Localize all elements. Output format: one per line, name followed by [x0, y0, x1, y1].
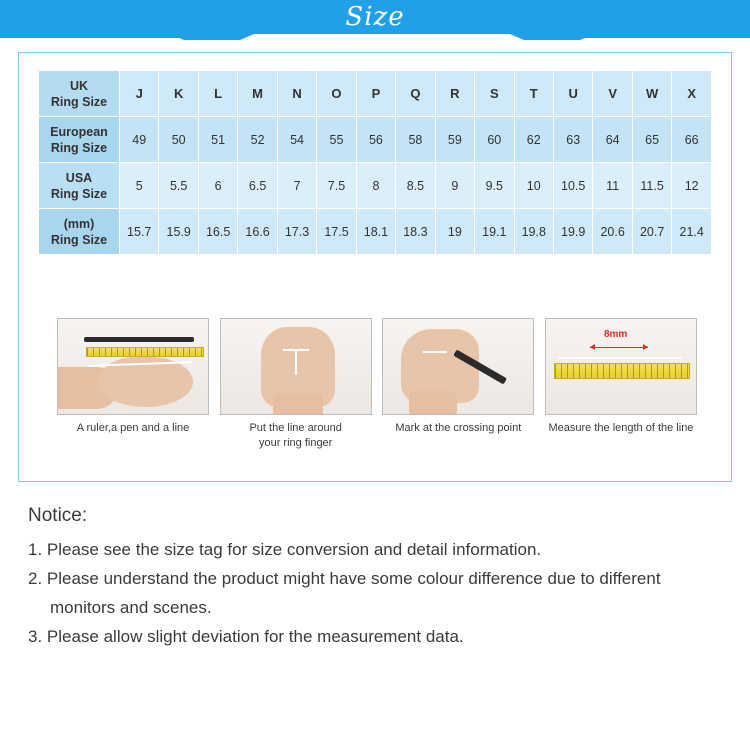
hand-with-ruler-photo — [57, 318, 209, 415]
notice-title: Notice: — [28, 505, 88, 526]
table-cell: 51 — [198, 117, 237, 163]
thread-shape — [558, 357, 682, 359]
table-cell: 59 — [435, 117, 474, 163]
row-header-line1: European — [50, 124, 108, 139]
step-caption: A ruler,a pen and a line — [76, 422, 190, 434]
table-cell: 9 — [435, 163, 474, 209]
wrist-shape — [273, 393, 323, 415]
table-cell: 19.1 — [475, 209, 514, 255]
table-cell: 17.5 — [317, 209, 356, 255]
hand-marking-with-pen-photo — [382, 318, 534, 415]
size-card — [18, 52, 732, 482]
thread-tail-shape — [295, 349, 297, 375]
table-cell: 10.5 — [553, 163, 592, 209]
table-cell: 60 — [475, 117, 514, 163]
banner-notch-left-icon — [170, 34, 254, 40]
table-cell: 64 — [593, 117, 632, 163]
table-cell: X — [672, 71, 712, 117]
row-header-line1: UK — [69, 78, 89, 93]
row-header-line2: Ring Size — [50, 140, 108, 155]
step-caption: Measure the length of the line — [548, 422, 694, 434]
table-cell: 11 — [593, 163, 632, 209]
step-3 — [382, 318, 534, 451]
table-cell: 12 — [672, 163, 712, 209]
table-cell: 10 — [514, 163, 553, 209]
table-cell: 11.5 — [632, 163, 671, 209]
ring-size-table — [38, 70, 712, 255]
notice-item: 1. Please see the size tag for size conversion and detail information. — [28, 540, 542, 559]
table-cell: 20.6 — [593, 209, 632, 255]
step-caption — [220, 421, 372, 451]
table-cell: 18.1 — [356, 209, 395, 255]
row-header-line2: Ring Size — [50, 232, 108, 247]
table-cell: 5 — [120, 163, 159, 209]
row-header-european — [39, 117, 120, 163]
table-row — [39, 71, 712, 117]
table-row — [39, 117, 712, 163]
table-cell: 6 — [198, 163, 237, 209]
table-cell: 19 — [435, 209, 474, 255]
table-cell: 7 — [277, 163, 316, 209]
step-2 — [220, 318, 372, 451]
table-cell: 17.3 — [277, 209, 316, 255]
ruler-measuring-thread-photo — [545, 318, 697, 415]
step-caption: Mark at the crossing point — [395, 422, 522, 434]
table-cell: V — [593, 71, 632, 117]
table-cell: 49 — [120, 117, 159, 163]
notice-item: 2. Please understand the product might have some colour difference due to different monitors and scenes. — [28, 569, 661, 617]
table-cell: L — [198, 71, 237, 117]
row-header-line1: USA — [65, 170, 93, 185]
table-cell: 63 — [553, 117, 592, 163]
measure-arrow-icon — [590, 347, 648, 348]
table-cell: 16.5 — [198, 209, 237, 255]
table-cell: Q — [396, 71, 435, 117]
table-cell: 65 — [632, 117, 671, 163]
ruler-shape — [554, 363, 690, 379]
notice-block — [28, 505, 728, 651]
table-cell: M — [238, 71, 277, 117]
ruler-shape — [86, 347, 204, 357]
table-cell: 50 — [159, 117, 198, 163]
notice-item: 3. Please allow slight deviation for the measurement data. — [28, 627, 464, 646]
thread-shape — [423, 351, 447, 353]
table-cell: 21.4 — [672, 209, 712, 255]
table-cell: 8 — [356, 163, 395, 209]
hand-with-thread-photo — [220, 318, 372, 415]
table-cell: 52 — [238, 117, 277, 163]
table-cell: P — [356, 71, 395, 117]
table-cell: W — [632, 71, 671, 117]
table-cell: 62 — [514, 117, 553, 163]
table-cell: 15.7 — [120, 209, 159, 255]
table-row — [39, 209, 712, 255]
table-cell: 15.9 — [159, 209, 198, 255]
table-cell: 8.5 — [396, 163, 435, 209]
table-cell: U — [553, 71, 592, 117]
step-caption-line1: Put the line around — [249, 422, 342, 434]
row-header-line2: Ring Size — [50, 186, 108, 201]
table-cell: 55 — [317, 117, 356, 163]
table-cell: T — [514, 71, 553, 117]
table-cell: N — [277, 71, 316, 117]
step-caption-line2: your ring finger — [258, 437, 333, 449]
table-cell: S — [475, 71, 514, 117]
ruler-ticks — [555, 364, 689, 378]
table-cell: O — [317, 71, 356, 117]
table-cell: 19.9 — [553, 209, 592, 255]
measuring-steps — [57, 318, 697, 451]
table-cell: K — [159, 71, 198, 117]
table-cell: 16.6 — [238, 209, 277, 255]
row-header-mm — [39, 209, 120, 255]
table-row — [39, 163, 712, 209]
row-header-line1: (mm) — [63, 216, 95, 231]
ruler-ticks — [87, 348, 203, 356]
table-cell: R — [435, 71, 474, 117]
table-cell: 5.5 — [159, 163, 198, 209]
wrist-shape — [409, 391, 457, 415]
table-cell: 19.8 — [514, 209, 553, 255]
row-header-uk — [39, 71, 120, 117]
row-header-usa — [39, 163, 120, 209]
pen-shape — [84, 337, 194, 342]
table-cell: 20.7 — [632, 209, 671, 255]
row-header-line2: Ring Size — [50, 94, 108, 109]
banner — [0, 0, 750, 40]
measure-label: 8mm — [603, 329, 628, 340]
table-cell: 7.5 — [317, 163, 356, 209]
step-1 — [57, 318, 209, 451]
table-cell: 54 — [277, 117, 316, 163]
table-cell: 66 — [672, 117, 712, 163]
table-cell: 56 — [356, 117, 395, 163]
step-4 — [545, 318, 697, 451]
table-cell: 6.5 — [238, 163, 277, 209]
table-cell: J — [120, 71, 159, 117]
table-cell: 9.5 — [475, 163, 514, 209]
page-title: Size — [345, 2, 405, 32]
table-cell: 18.3 — [396, 209, 435, 255]
banner-notch-right-icon — [510, 34, 594, 40]
table-cell: 58 — [396, 117, 435, 163]
